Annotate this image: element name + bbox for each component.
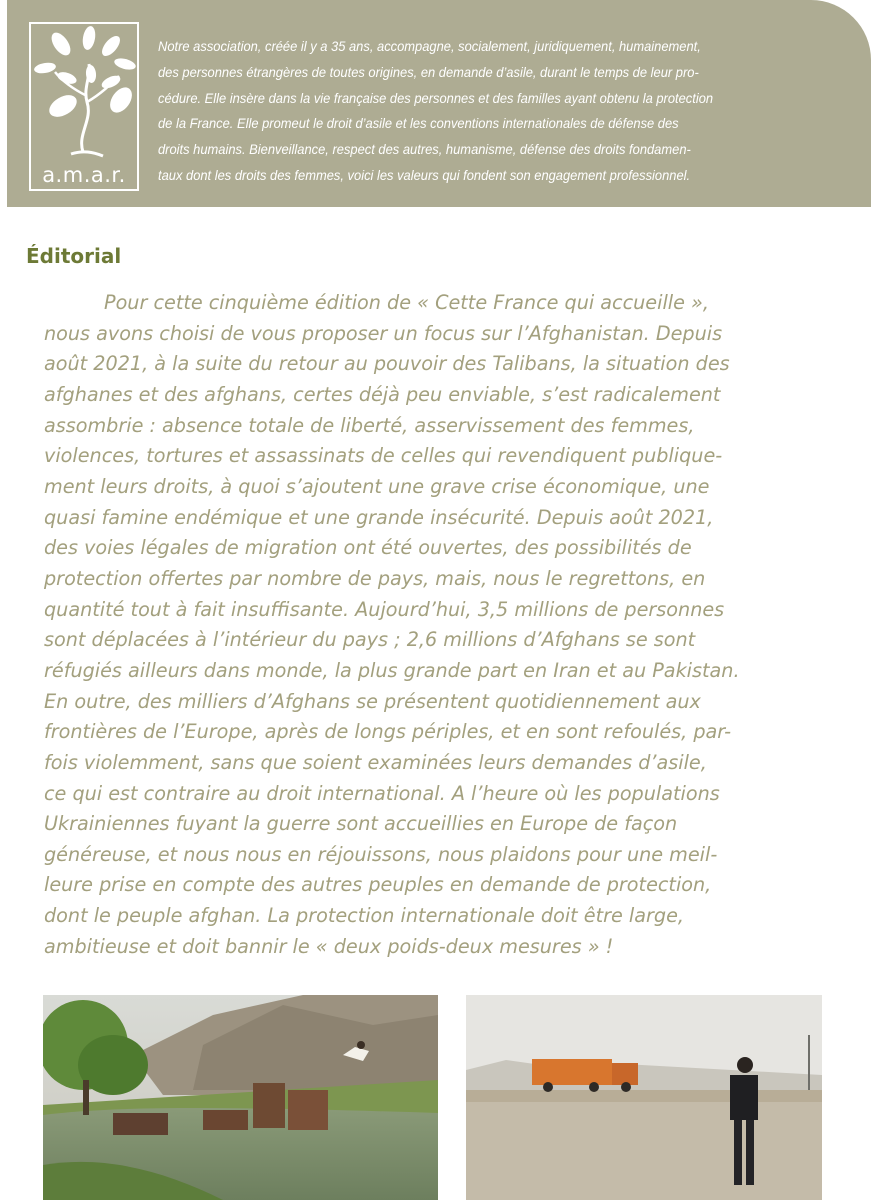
editorial-line: ment leurs droits, à quoi s’ajoutent une grave crise économique, une [44, 474, 710, 498]
editorial-line: ce qui est contraire au droit international. A l’heure où les populations [44, 781, 720, 805]
editorial-line: généreuse, et nous nous en réjouissons, nous plaidons pour une meil- [44, 842, 718, 866]
editorial-line: leure prise en compte des autres peuples en demande de protection, [44, 873, 712, 897]
editorial-line: protection offertes par nombre de pays, mais, nous le regrettons, en [44, 566, 706, 590]
intro-line: droits humains. Bienveillance, respect des autres, humanisme, défense des droits fondamen- [158, 141, 691, 158]
editorial-line: Pour cette cinquième édition de « Cette France qui accueille », [104, 291, 709, 314]
intro-line: Notre association, créée il y a 35 ans, accompagne, socialement, juridiquement, humainement, [158, 38, 701, 54]
editorial-line: sont déplacées à l’intérieur du pays ; 2,6 millions d’Afghans se sont [44, 628, 696, 652]
editorial-line: réfugiés ailleurs dans monde, la plus grande part en Iran et au Pakistan. [44, 658, 740, 682]
editorial-line: fois violemment, sans que soient examinées leurs demandes d’asile, [44, 750, 707, 774]
editorial-line: quantité tout à fait insuffisante. Aujourd’hui, 3,5 millions de personnes [44, 597, 725, 621]
editorial-line: quasi famine endémique et une grande insécurité. Depuis août 2021, [44, 505, 714, 529]
editorial-line: ambitieuse et doit bannir le « deux poids-deux mesures » ! [44, 934, 614, 958]
desert-truck-photo [466, 995, 822, 1200]
editorial-line: août 2021, à la suite du retour au pouvoir des Talibans, la situation des [44, 352, 730, 376]
landscape-illustration [43, 995, 438, 1200]
editorial-line: frontières de l’Europe, après de longs périples, et en sont refoulés, par- [44, 720, 732, 744]
intro-line: cédure. Elle insère dans la vie française des personnes et des familles ayant obtenu la protection [158, 89, 714, 106]
header-banner [7, 0, 871, 207]
association-intro [158, 34, 800, 189]
editorial-line: assombrie : absence totale de liberté, asservissement des femmes, [44, 413, 695, 437]
editorial-line: violences, tortures et assassinats de celles qui revendiquent publique- [44, 444, 723, 468]
editorial-line: nous avons choisi de vous proposer un focus sur l’Afghanistan. Depuis [44, 321, 723, 345]
editorial-line: afghanes et des afghans, certes déjà peu enviable, s’est radicalement [44, 382, 721, 406]
amar-logo [29, 22, 139, 191]
editorial-line: dont le peuple afghan. La protection internationale doit être large, [44, 904, 684, 928]
desert-illustration [466, 995, 822, 1200]
logo-text: a.m.a.r. [42, 163, 126, 187]
intro-line: de la France. Elle promeut le droit d’asile et les conventions internationales de défense des [158, 115, 679, 132]
editorial-line: Ukrainiennes fuyant la guerre sont accueillies en Europe de façon [44, 812, 678, 836]
editorial-line: des voies légales de migration ont été ouvertes, des possibilités de [44, 536, 692, 560]
intro-line: des personnes étrangères de toutes origines, en demande d’asile, durant le temps de leur pro- [158, 63, 699, 80]
editorial-line: En outre, des milliers d’Afghans se présentent quotidiennement aux [44, 689, 701, 713]
editorial-text [44, 288, 844, 962]
mountain-lake-photo [43, 995, 438, 1200]
editorial-heading: Éditorial [26, 244, 122, 268]
intro-line: taux dont les droits des femmes, voici les valeurs qui fondent son engagement professionnel. [158, 166, 691, 183]
